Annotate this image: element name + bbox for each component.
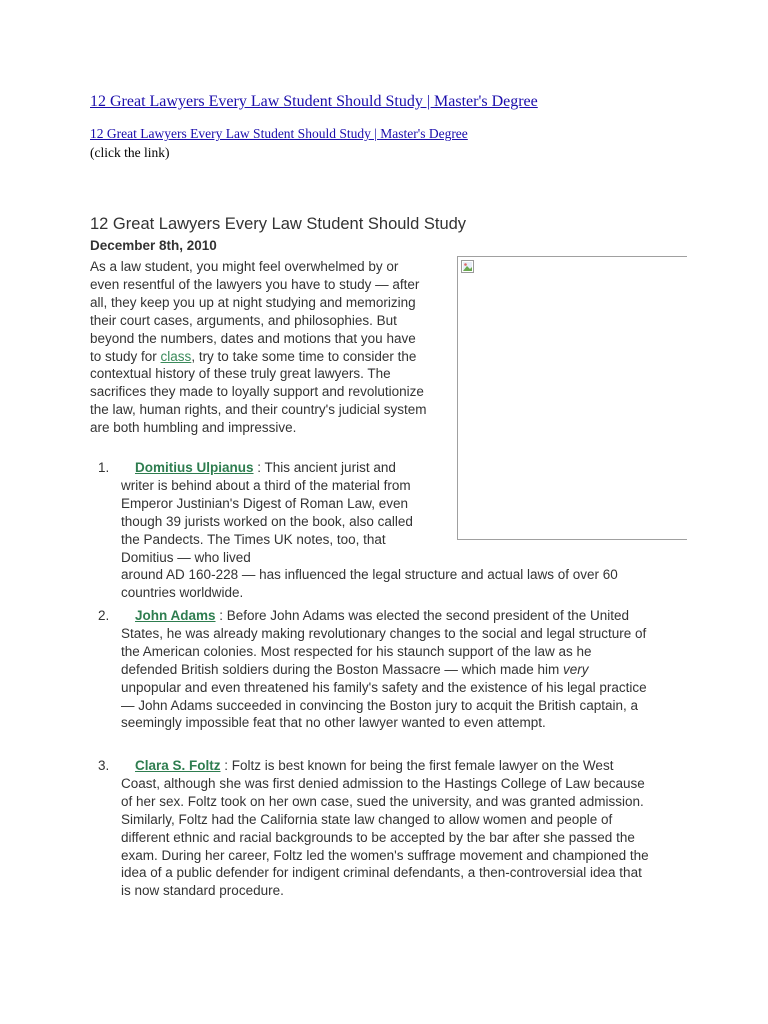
list-number: 3. bbox=[98, 758, 110, 773]
class-link[interactable]: class bbox=[160, 348, 192, 364]
list-item-text bbox=[121, 757, 651, 900]
click-note: (click the link) bbox=[90, 145, 170, 160]
article-title: 12 Great Lawyers Every Law Student Should Study bbox=[90, 215, 467, 233]
article-date: December 8th, 2010 bbox=[90, 238, 217, 253]
lawyer-description: : Foltz is best known for being the first female lawyer on the West Coast, although she was first denied admission to the Hastings College of Law because of her sex. Foltz took on her own case, sued the university, and was granted admission. Similarly, Foltz had the California state law changed to allow women and people of different ethnic and racial backgrounds to be accepted by the bar after she passed the exam. During her career, Foltz led the women's suffrage movement and championed the idea of a public defender for indigent criminal defendants, a then-controversial idea that is now standard procedure. bbox=[121, 758, 649, 899]
intro-text-start: As a law student, you might feel overwhelmed by or even resentful of the lawyers you have to study — after all, they keep you up at night studying and memorizing their court cases, arguments, and philosophies. But beyond the numbers, dates and motions that you have to study for bbox=[90, 259, 420, 364]
emphasis-text: very bbox=[562, 661, 589, 677]
lawyer-description-continued: around AD 160-228 — has influenced the legal structure and actual laws of over 60 countries worldwide. bbox=[121, 567, 618, 601]
intro-paragraph bbox=[90, 258, 430, 437]
intro-text-end: , try to take some time to consider the contextual history of these truly great lawyers. The sacrifices they made to loyally support and revolutionize the law, human rights, and their country's judicial system are both humbling and impressive. bbox=[90, 348, 427, 436]
broken-image-icon bbox=[461, 260, 474, 273]
list-item-text bbox=[121, 607, 651, 732]
lawyer-name-link[interactable]: Clara S. Foltz bbox=[135, 758, 221, 773]
list-number: 1. bbox=[98, 460, 110, 475]
lawyer-description-end: unpopular and even threatened his family's safety and the existence of his legal practice — John Adams succeeded in convincing the Boston jury to acquit the British captain, a seemingly impossible feat that no other lawyer wanted to even attempt. bbox=[121, 679, 647, 731]
title-link[interactable]: 12 Great Lawyers Every Law Student Should Study | Master's Degree bbox=[90, 93, 538, 110]
article-link[interactable]: 12 Great Lawyers Every Law Student Should Study | Master's Degree bbox=[90, 126, 468, 141]
lawyer-description: : This ancient jurist and writer is behind about a third of the material from Emperor Justinian's Digest of Roman Law, even though 39 jurists worked on the book, also called the Pandects. The Times UK notes, too, that Domitius — who lived bbox=[121, 460, 413, 565]
lawyer-description: : Before John Adams was elected the second president of the United States, he was already making revolutionary changes to the social and legal structure of the American colonies. Most respected for his staunch support of the law as he defended British soldiers during the Boston Massacre — which made him bbox=[121, 608, 647, 677]
article-image-placeholder bbox=[457, 256, 687, 540]
lawyer-name-link[interactable]: John Adams bbox=[135, 608, 216, 623]
list-item-text bbox=[121, 459, 431, 566]
list-number: 2. bbox=[98, 608, 110, 623]
lawyer-name-link[interactable]: Domitius Ulpianus bbox=[135, 460, 254, 475]
